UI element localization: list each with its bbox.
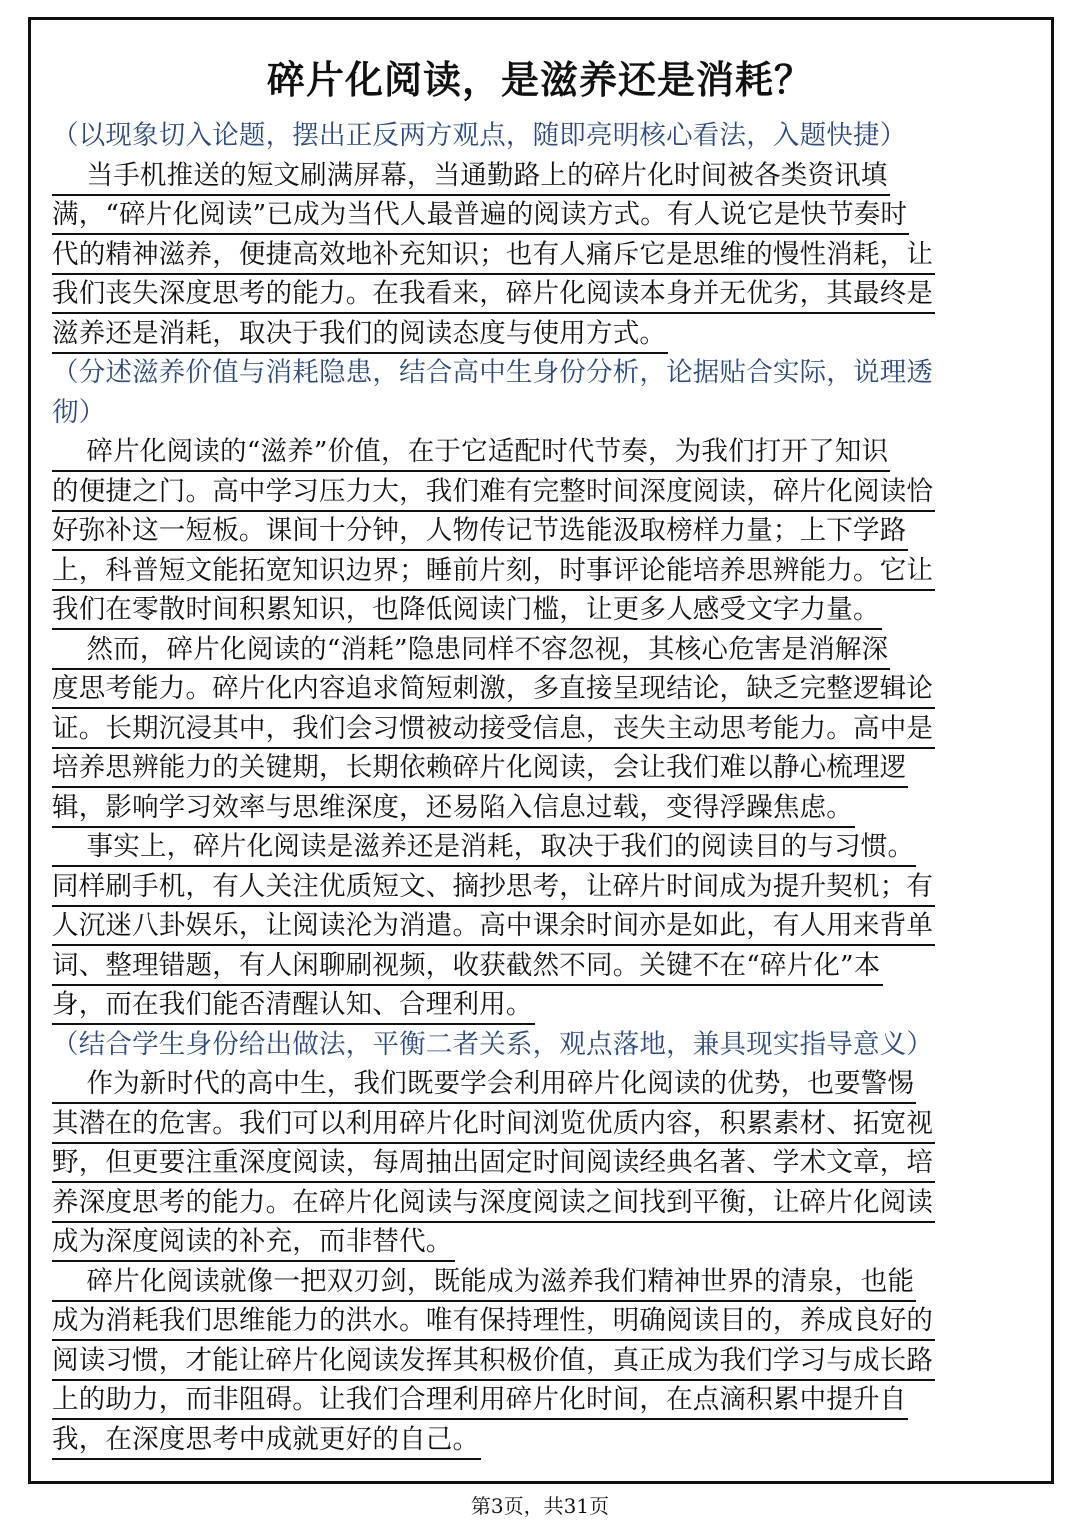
essay-line: 我们在零散时间积累知识，也降低阅读门槛，让更多人感受文字力量。	[52, 590, 882, 630]
essay-title: 碎片化阅读，是滋养还是消耗？	[266, 58, 813, 102]
essay-line: 满，“碎片化阅读”已成为当代人最普遍的阅读方式。有人说它是快节奏时	[52, 195, 909, 235]
essay-line: 成为消耗我们思维能力的洪水。唯有保持理性，明确阅读目的，养成良好的	[52, 1301, 935, 1341]
essay-line: 辑，影响学习效率与思维深度，还易陷入信息过载，变得浮躁焦虑。	[52, 788, 855, 828]
essay-line: 阅读习惯，才能让碎片化阅读发挥其积极价值，真正成为我们学习与成长路	[52, 1341, 935, 1381]
essay-line: 度思考能力。碎片化内容追求简短刺激，多直接呈现结论，缺乏完整逻辑论	[52, 669, 935, 709]
annotation-line: 彻）	[52, 396, 106, 428]
essay-line: 其潜在的危害。我们可以利用碎片化时间浏览优质内容，积累素材、拓宽视	[52, 1104, 935, 1144]
essay-line: 成为深度阅读的补充，而非替代。	[52, 1222, 455, 1262]
essay-line: 然而，碎片化阅读的“消耗”隐患同样不容忽视，其核心危害是消解深	[52, 630, 890, 670]
essay-line: 词、整理错题，有人闲聊刷视频，收获截然不同。关键不在“碎片化”本	[52, 946, 883, 986]
essay-line: 碎片化阅读的“滋养”价值，在于它适配时代节奏，为我们打开了知识	[52, 432, 890, 472]
essay-line: 人沉迷八卦娱乐，让阅读沦为消遣。高中课余时间亦是如此，有人用来背单	[52, 906, 935, 946]
essay-line: 滋养还是消耗，取决于我们的阅读态度与使用方式。	[52, 314, 668, 354]
essay-line: 作为新时代的高中生，我们既要学会利用碎片化阅读的优势，也要警惕	[52, 1064, 916, 1104]
essay-line: 证。长期沉浸其中，我们会习惯被动接受信息，丧失主动思考能力。高中是	[52, 709, 935, 749]
essay-line: 碎片化阅读就像一把双刃剑，既能成为滋养我们精神世界的清泉，也能	[52, 1262, 916, 1302]
page-number: 第3页，共31页	[470, 1494, 610, 1518]
essay-line: 野，但更要注重深度阅读，每周抽出固定时间阅读经典名著、学术文章，培	[52, 1143, 935, 1183]
annotation-line: （结合学生身份给出做法，平衡二者关系，观点落地，兼具现实指导意义）	[52, 1028, 934, 1060]
essay-line: 事实上，碎片化阅读是滋养还是消耗，取决于我们的阅读目的与习惯。	[52, 827, 916, 867]
essay-line: 我们丧失深度思考的能力。在我看来，碎片化阅读本身并无优劣，其最终是	[52, 274, 935, 314]
essay-line: 的便捷之门。高中学习压力大，我们难有完整时间深度阅读，碎片化阅读恰	[52, 472, 935, 512]
essay-line: 当手机推送的短文刷满屏幕，当通勤路上的碎片化时间被各类资讯填	[52, 156, 890, 196]
essay-line: 培养思辨能力的关键期，长期依赖碎片化阅读，会让我们难以静心梳理逻	[52, 748, 908, 788]
essay-line: 代的精神滋养，便捷高效地补充知识；也有人痛斥它是思维的慢性消耗，让	[52, 235, 935, 275]
essay-line: 身，而在我们能否清醒认知、合理利用。	[52, 985, 535, 1025]
essay-line: 养深度思考的能力。在碎片化阅读与深度阅读之间找到平衡，让碎片化阅读	[52, 1183, 935, 1223]
essay-line: 上，科普短文能拓宽知识边界；睡前片刻，时事评论能培养思辨能力。它让	[52, 551, 935, 591]
essay-line: 好弥补这一短板。课间十分钟，人物传记节选能汲取榜样力量；上下学路	[52, 511, 908, 551]
annotation-line: （分述滋养价值与消耗隐患，结合高中生身份分析，论据贴合实际，说理透	[52, 357, 934, 388]
annotation-line: （以现象切入论题，摆出正反两方观点，随即亮明核心看法，入题快捷）	[52, 120, 907, 151]
essay-line: 我，在深度思考中成就更好的自己。	[52, 1420, 481, 1460]
essay-line: 同样刷手机，有人关注优质短文、摘抄思考，让碎片时间成为提升契机；有	[52, 867, 935, 907]
essay-line: 上的助力，而非阻碍。让我们合理利用碎片化时间，在点滴积累中提升自	[52, 1380, 908, 1420]
